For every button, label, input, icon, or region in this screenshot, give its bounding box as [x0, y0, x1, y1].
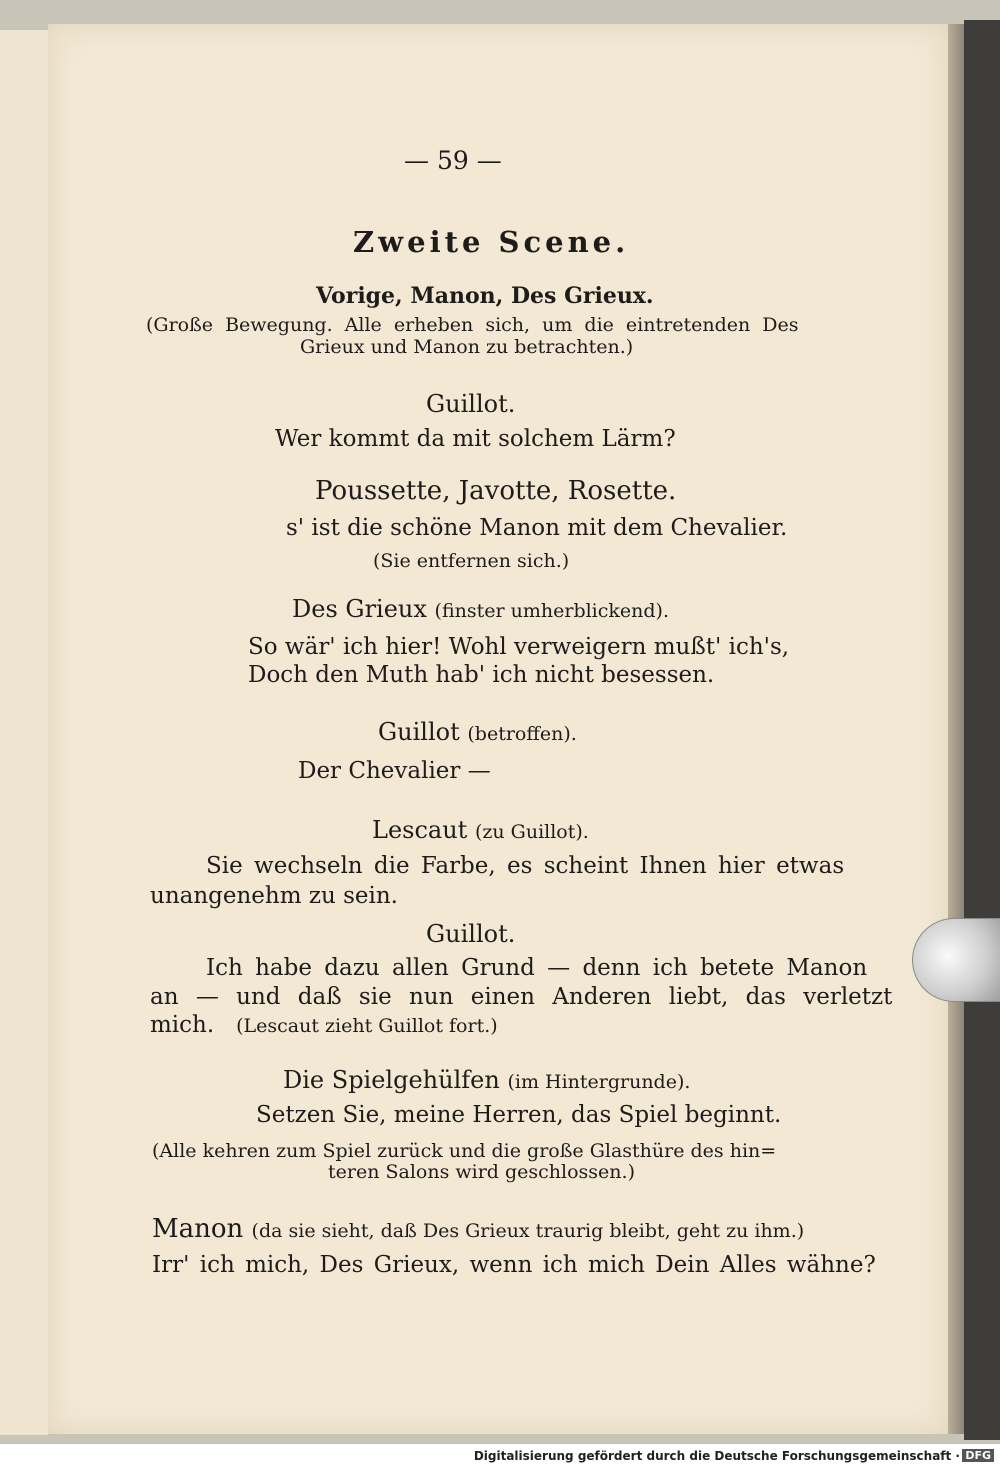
scene-title: Zweite Scene.	[353, 225, 630, 259]
stage-direction: (finster umherblickend).	[434, 600, 670, 622]
stage-direction-line: Grieux und Manon zu betrachten.)	[300, 336, 634, 358]
dialogue-line: Ich habe dazu allen Grund — denn ich betete Manon	[206, 955, 868, 981]
speaker-name: Manon	[152, 1214, 244, 1244]
speaker-manon	[152, 1216, 804, 1242]
stage-direction: (zu Guillot).	[474, 821, 589, 843]
stage-direction: (betroffen).	[467, 723, 577, 745]
dialogue-text: mich.	[150, 1012, 215, 1038]
speaker-des-grieux	[292, 597, 669, 621]
left-page-edge	[0, 30, 49, 1435]
stage-direction: (Lescaut zieht Guillot fort.)	[236, 1015, 498, 1037]
dialogue-line: Doch den Muth hab' ich nicht besessen.	[248, 662, 715, 688]
stage-direction-line: teren Salons wird geschlossen.)	[328, 1161, 635, 1183]
stage-direction: (im Hintergrunde).	[507, 1071, 691, 1093]
speaker-name: Des Grieux	[292, 595, 427, 623]
scan-background	[964, 20, 1000, 1440]
dialogue-line	[150, 1014, 498, 1037]
dialogue-line: So wär' ich hier! Wohl verweigern mußt' ich's,	[248, 634, 790, 660]
dialogue-line: Sie wechseln die Farbe, es scheint Ihnen hier etwas	[206, 853, 845, 879]
footer-credit: Digitalisierung gefördert durch die Deutsche Forschungsgemeinschaft ·	[473, 1449, 960, 1463]
stage-direction-line: (Große Bewegung. Alle erheben sich, um die eintretenden Des	[146, 314, 799, 336]
speaker-name: Die Spielgehülfen	[283, 1066, 500, 1094]
dialogue-line: s' ist die schöne Manon mit dem Chevalier.	[286, 515, 788, 541]
dialogue-line: Wer kommt da mit solchem Lärm?	[275, 426, 676, 452]
dialogue-line: Setzen Sie, meine Herren, das Spiel beginnt.	[256, 1102, 782, 1128]
dfg-logo-icon: DFG	[962, 1449, 994, 1462]
speaker-lescaut	[372, 818, 589, 842]
speaker-guillot: Guillot.	[426, 390, 516, 418]
speaker-name: Guillot	[378, 718, 460, 746]
speaker-guillot	[378, 720, 577, 744]
stage-direction: (da sie sieht, daß Des Grieux traurig bleibt, geht zu ihm.)	[251, 1220, 805, 1242]
page-number: — 59 —	[404, 146, 502, 175]
right-page-edge	[948, 24, 964, 1434]
dialogue-line: unangenehm zu sein.	[150, 883, 398, 909]
page-turn-tab[interactable]	[912, 918, 1000, 1002]
stage-direction-line: (Alle kehren zum Spiel zurück und die große Glasthüre des hin=	[152, 1140, 777, 1162]
speaker-name: Lescaut	[372, 816, 468, 844]
stage-direction: (Sie entfernen sich.)	[373, 550, 570, 572]
dialogue-line: an — und daß sie nun einen Anderen liebt, das verletzt	[150, 984, 893, 1010]
speaker-poussette-javotte-rosette: Poussette, Javotte, Rosette.	[315, 476, 677, 506]
speaker-guillot: Guillot.	[426, 920, 516, 948]
speaker-spielgehuelfen	[283, 1068, 690, 1092]
dialogue-line: Irr' ich mich, Des Grieux, wenn ich mich Dein Alles wähne?	[152, 1252, 876, 1278]
footer-bar	[0, 1444, 1000, 1470]
cast-list: Vorige, Manon, Des Grieux.	[316, 283, 654, 309]
dialogue-line: Der Chevalier —	[298, 758, 491, 784]
